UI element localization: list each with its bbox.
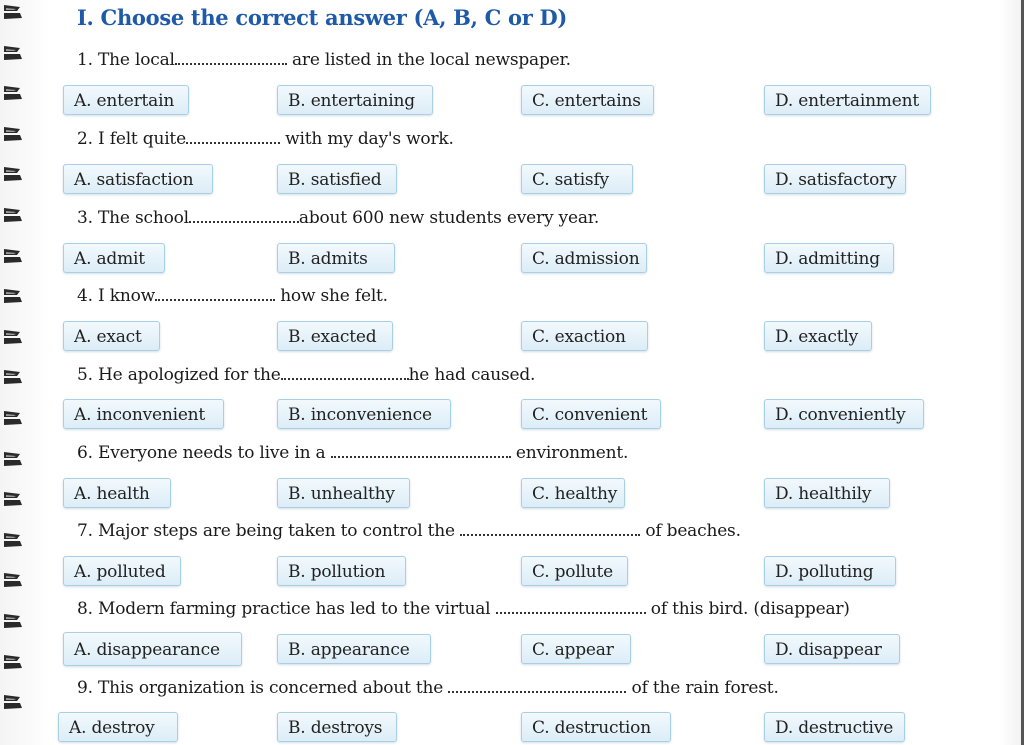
question-2 — [77, 129, 454, 149]
answer-blank — [186, 130, 280, 144]
option-b[interactable]: B. exacted — [277, 321, 393, 351]
question-text-start: 4. I know — [77, 286, 155, 306]
binding-ring-icon — [2, 692, 24, 712]
question-text-start: 2. I felt quite — [77, 129, 186, 149]
option-d[interactable]: D. healthily — [764, 478, 890, 508]
question-5 — [77, 365, 535, 385]
question-text-end: he had caused. — [408, 365, 536, 385]
binding-ring-icon — [2, 83, 24, 103]
binding-ring-icon — [2, 570, 24, 590]
question-text-start: 8. Modern farming practice has led to the virtual — [77, 599, 496, 619]
answer-blank — [460, 522, 640, 536]
option-c[interactable]: C. satisfy — [521, 164, 633, 194]
option-c[interactable]: C. convenient — [521, 399, 661, 429]
option-a[interactable]: A. entertain — [63, 85, 189, 115]
option-b[interactable]: B. destroys — [277, 712, 397, 742]
spiral-binding — [0, 0, 40, 745]
question-9 — [77, 678, 779, 698]
option-a[interactable]: A. health — [63, 478, 171, 508]
question-text-end: environment. — [510, 443, 629, 463]
question-text-end: about 600 new students every year. — [298, 208, 600, 228]
answer-blank — [331, 444, 511, 458]
question-7 — [77, 521, 741, 541]
answer-blank — [496, 600, 646, 614]
question-4 — [77, 286, 388, 306]
option-d[interactable]: D. conveniently — [764, 399, 924, 429]
question-text-end: of beaches. — [640, 521, 741, 541]
option-c[interactable]: C. destruction — [521, 712, 671, 742]
question-text-start: 6. Everyone needs to live in a — [77, 443, 331, 463]
option-d[interactable]: D. destructive — [764, 712, 905, 742]
option-d[interactable]: D. entertainment — [764, 85, 931, 115]
question-6 — [77, 443, 628, 463]
binding-ring-icon — [2, 246, 24, 266]
option-a[interactable]: A. polluted — [63, 556, 181, 586]
section-title: I. Choose the correct answer (A, B, C or D) — [77, 5, 568, 30]
option-c[interactable]: C. pollute — [521, 556, 628, 586]
question-text-start: 5. He apologized for the — [77, 365, 281, 385]
binding-ring-icon — [2, 286, 24, 306]
binding-ring-icon — [2, 124, 24, 144]
question-8 — [77, 599, 850, 619]
option-c[interactable]: C. exaction — [521, 321, 648, 351]
question-text-end: of the rain forest. — [626, 678, 779, 698]
binding-ring-icon — [2, 164, 24, 184]
option-d[interactable]: D. polluting — [764, 556, 896, 586]
question-text-end: with my day's work. — [279, 129, 454, 149]
question-text-end: how she felt. — [274, 286, 388, 306]
option-c[interactable]: C. entertains — [521, 85, 654, 115]
option-c[interactable]: C. admission — [521, 243, 647, 273]
answer-blank — [281, 366, 409, 380]
option-b[interactable]: B. inconvenience — [277, 399, 451, 429]
option-c[interactable]: C. healthy — [521, 478, 625, 508]
option-b[interactable]: B. satisfied — [277, 164, 397, 194]
option-b[interactable]: B. appearance — [277, 634, 431, 664]
binding-ring-icon — [2, 530, 24, 550]
question-text-start: 3. The school — [77, 208, 189, 228]
option-a[interactable]: A. admit — [63, 243, 165, 273]
option-a[interactable]: A. satisfaction — [63, 164, 213, 194]
question-text-start: 7. Major steps are being taken to control the — [77, 521, 461, 541]
option-a[interactable]: A. destroy — [58, 712, 178, 742]
option-b[interactable]: B. pollution — [277, 556, 406, 586]
question-text-start: 9. This organization is concerned about the — [77, 678, 449, 698]
binding-ring-icon — [2, 327, 24, 347]
binding-ring-icon — [2, 408, 24, 428]
option-a[interactable]: A. inconvenient — [63, 399, 224, 429]
binding-ring-icon — [2, 652, 24, 672]
answer-blank — [189, 209, 299, 223]
option-d[interactable]: D. satisfactory — [764, 164, 906, 194]
binding-ring-icon — [2, 43, 24, 63]
question-1 — [77, 50, 571, 70]
option-b[interactable]: B. unhealthy — [277, 478, 410, 508]
answer-blank — [448, 679, 626, 693]
question-3 — [77, 208, 599, 228]
option-a[interactable]: A. disappearance — [63, 632, 242, 666]
binding-ring-icon — [2, 489, 24, 509]
question-text-start: 1. The local — [77, 50, 175, 70]
option-d[interactable]: D. admitting — [764, 243, 894, 273]
question-text-end: are listed in the local newspaper. — [286, 50, 571, 70]
question-text-end: of this bird. (disappear) — [645, 599, 850, 619]
option-d[interactable]: D. exactly — [764, 321, 872, 351]
option-a[interactable]: A. exact — [63, 321, 160, 351]
binding-ring-icon — [2, 2, 24, 22]
answer-blank — [175, 51, 287, 65]
binding-ring-icon — [2, 449, 24, 469]
binding-ring-icon — [2, 205, 24, 225]
binding-ring-icon — [2, 611, 24, 631]
answer-blank — [155, 287, 275, 301]
option-b[interactable]: B. entertaining — [277, 85, 433, 115]
binding-ring-icon — [2, 367, 24, 387]
option-c[interactable]: C. appear — [521, 634, 631, 664]
option-d[interactable]: D. disappear — [764, 634, 900, 664]
option-b[interactable]: B. admits — [277, 243, 395, 273]
